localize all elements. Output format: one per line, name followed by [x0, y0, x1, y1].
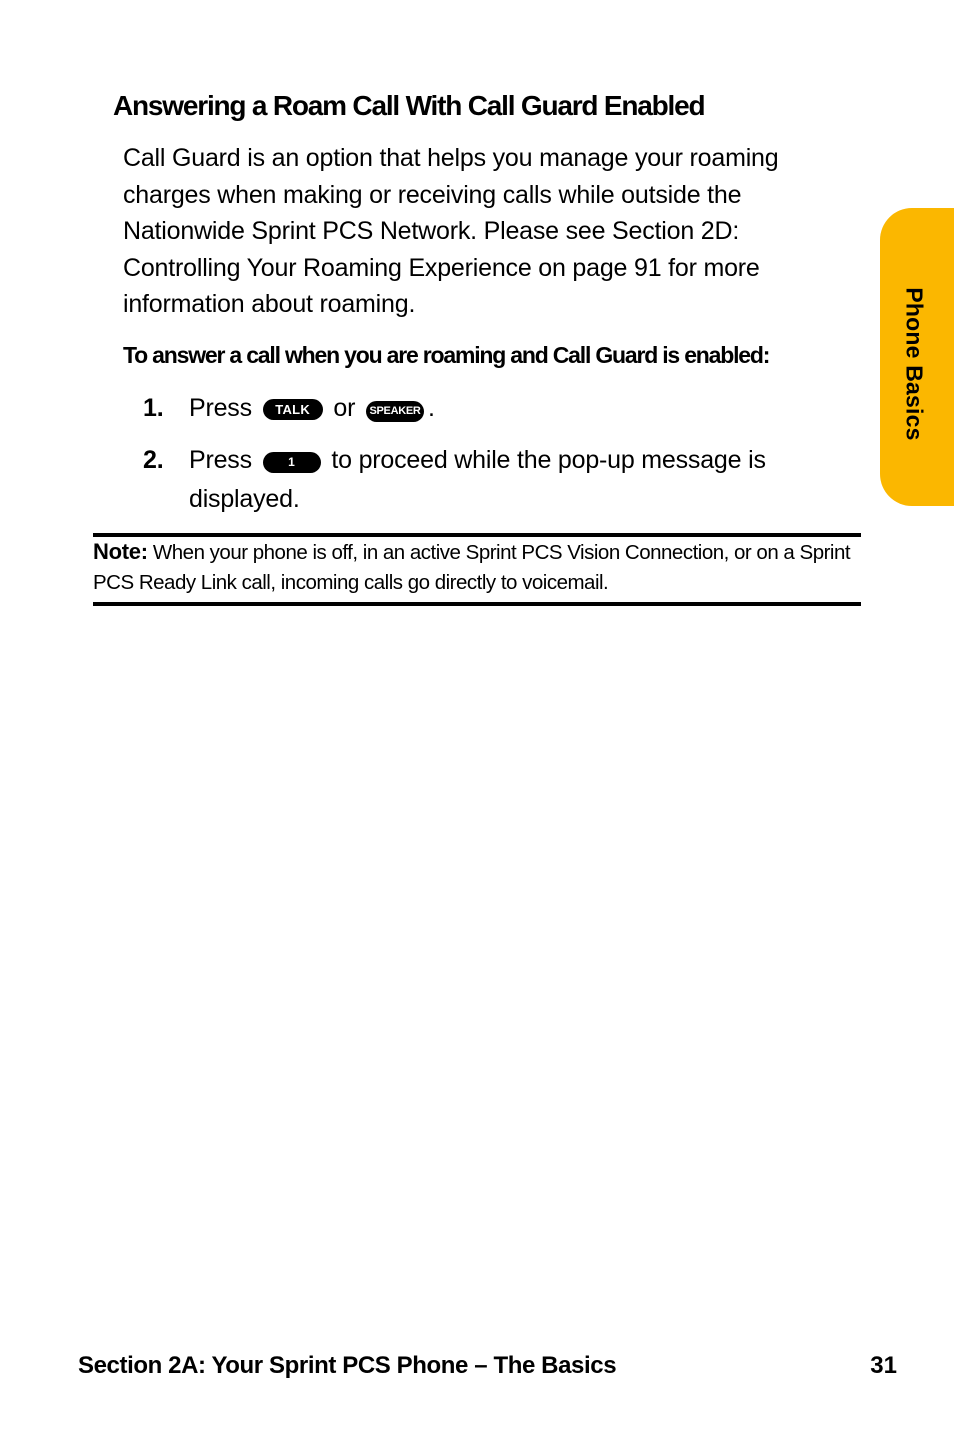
step-text: Press	[189, 394, 252, 422]
step-2	[143, 441, 843, 519]
step-number: 2.	[143, 446, 164, 474]
section-heading: Answering a Roam Call With Call Guard Enabled	[113, 90, 705, 121]
step-text: or	[333, 394, 356, 422]
step-text: .	[428, 394, 435, 422]
step-body	[189, 441, 843, 519]
speaker-key-icon: SPEAKER	[366, 401, 424, 422]
intro-paragraph: Call Guard is an option that helps you manage your roaming charges when making or receiving calls while outside the Nationwide Sprint PCS Network. Please see Section 2D: Controlling Your Roaming Experience on page 91 for more information about roaming.	[123, 144, 779, 318]
page-number: 31	[870, 1352, 897, 1379]
step-number: 1.	[143, 394, 164, 422]
one-key-icon: 1	[263, 452, 321, 473]
note-box	[93, 537, 861, 598]
talk-key-icon: TALK	[263, 399, 323, 420]
procedure-heading: To answer a call when you are roaming and Call Guard is enabled:	[123, 342, 770, 368]
footer-section-title: Section 2A: Your Sprint PCS Phone – The Basics	[78, 1352, 617, 1379]
note-label: Note:	[93, 539, 148, 564]
note-text: When your phone is off, in an active Sprint PCS Vision Connection, or on a Sprint PCS Ready Link call, incoming calls go directly to voicemail.	[93, 541, 851, 594]
step-1	[143, 389, 843, 428]
step-body	[189, 389, 843, 428]
step-text: to proceed while the pop-up message is displayed.	[189, 446, 766, 513]
chapter-tab-label: Phone Basics	[901, 287, 928, 441]
note-bottom-rule	[93, 602, 861, 606]
step-text: Press	[189, 446, 252, 474]
